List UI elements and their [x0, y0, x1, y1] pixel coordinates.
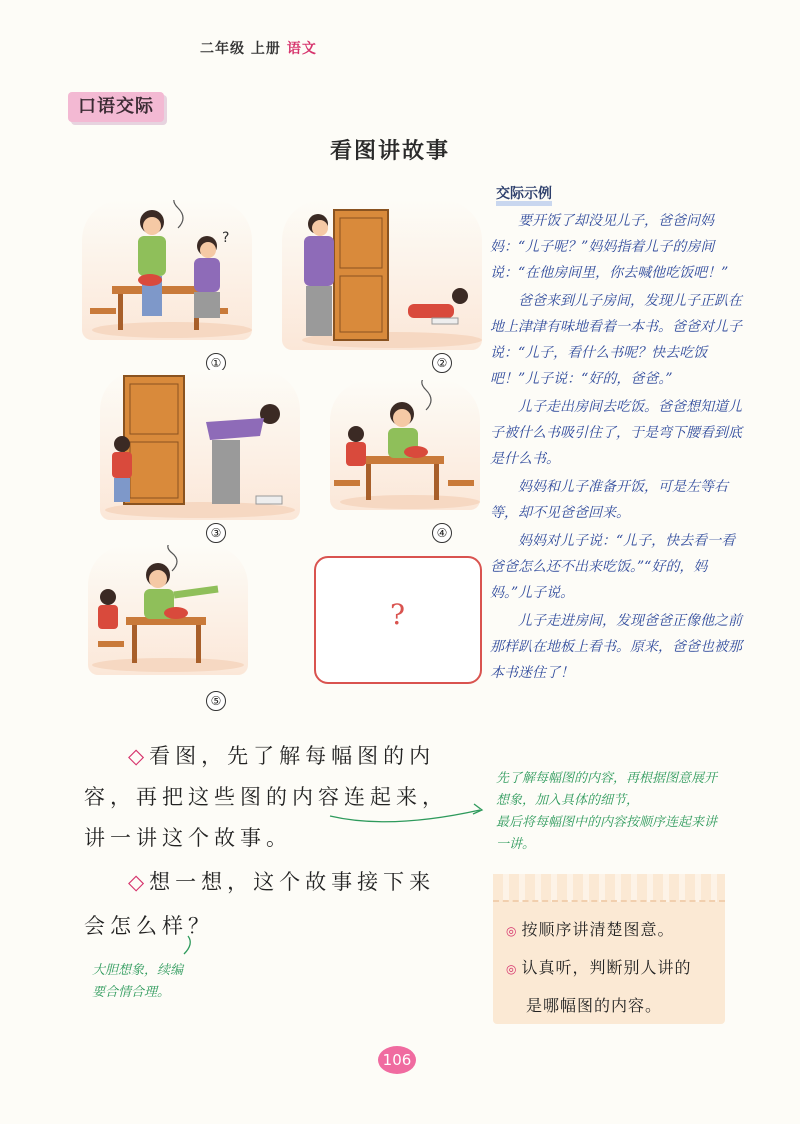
instruction-line: 会怎么样？: [84, 914, 214, 938]
panel-4-number: ④: [432, 523, 452, 543]
question-mark: ?: [390, 598, 406, 631]
tip-text: 认真听，判断别人讲的: [521, 958, 692, 977]
tip-item: [506, 912, 675, 949]
bullet-icon: ◎: [506, 962, 518, 976]
instruction-line: 讲一讲这个故事。: [84, 826, 292, 850]
diamond-icon: ◇: [128, 870, 150, 894]
panel-5-number: ⑤: [206, 691, 226, 711]
page-number: 106: [378, 1046, 416, 1074]
grade-label: 二年级 上册: [200, 41, 281, 57]
bullet-icon: ◎: [506, 924, 518, 938]
hint-note-line: 先了解每幅图的内容，再根据图意展开想象，加入具体的细节，: [496, 771, 718, 808]
section-tag: 口语交际: [68, 92, 164, 122]
diamond-icon: ◇: [128, 744, 150, 768]
page-title: 看图讲故事: [330, 139, 451, 164]
example-paragraph: 儿子走出房间去吃饭。爸爸想知道儿子被什么书吸引住了，于是弯下腰看到底是什么书。: [490, 399, 742, 467]
hint-note-line: 最后将每幅图中的内容按顺序连起来讲一讲。: [496, 815, 718, 852]
example-heading: 交际示例: [496, 183, 552, 203]
example-paragraph: 爸爸来到儿子房间，发现儿子正趴在地上津津有味地看着一本书。爸爸对儿子说：“儿子，看什么书呢？快去吃饭吧！”儿子说：“好的，爸爸。”: [490, 293, 742, 387]
tips-card-tape: [493, 874, 725, 902]
instruction-line: 容，再把这些图的内容连起来，: [84, 785, 448, 809]
tip-text: 按顺序讲清楚图意。: [521, 920, 675, 939]
panel-2-number: ②: [432, 353, 452, 373]
panel-1-number: ①: [206, 353, 226, 373]
example-paragraph: 要开饭了却没见儿子，爸爸问妈妈：“儿子呢？”妈妈指着儿子的房间说：“在他房间里，你去喊他吃饭吧！”: [490, 213, 729, 281]
hint-note-left: [92, 960, 272, 1004]
example-paragraph: 妈妈和儿子准备开饭，可是左等右等，却不见爸爸回来。: [490, 479, 728, 521]
example-paragraph: 儿子走进房间，发现爸爸正像他之前那样趴在地板上看书。原来，爸爸也被那本书迷住了！: [490, 613, 742, 681]
instruction-text: 想一想，这个故事接下来: [149, 870, 436, 894]
hint-note-line: 要合情合理。: [92, 985, 171, 1000]
hint-note-right: [496, 768, 726, 856]
tip-text-continued: 是哪幅图的内容。: [526, 996, 663, 1015]
panel-3-number: ③: [206, 523, 226, 543]
hint-note-line: 大胆想象，续编: [92, 963, 184, 978]
instruction-text: 看图，先了解每幅图的内: [149, 744, 436, 768]
tip-item: [506, 950, 692, 987]
subject-label: 语文: [286, 41, 317, 57]
svg-text:?: ?: [222, 230, 230, 246]
example-paragraph: 妈妈对儿子说：“儿子，快去看一看爸爸怎么还不出来吃饭。”“好的，妈妈。”儿子说。: [490, 533, 736, 601]
